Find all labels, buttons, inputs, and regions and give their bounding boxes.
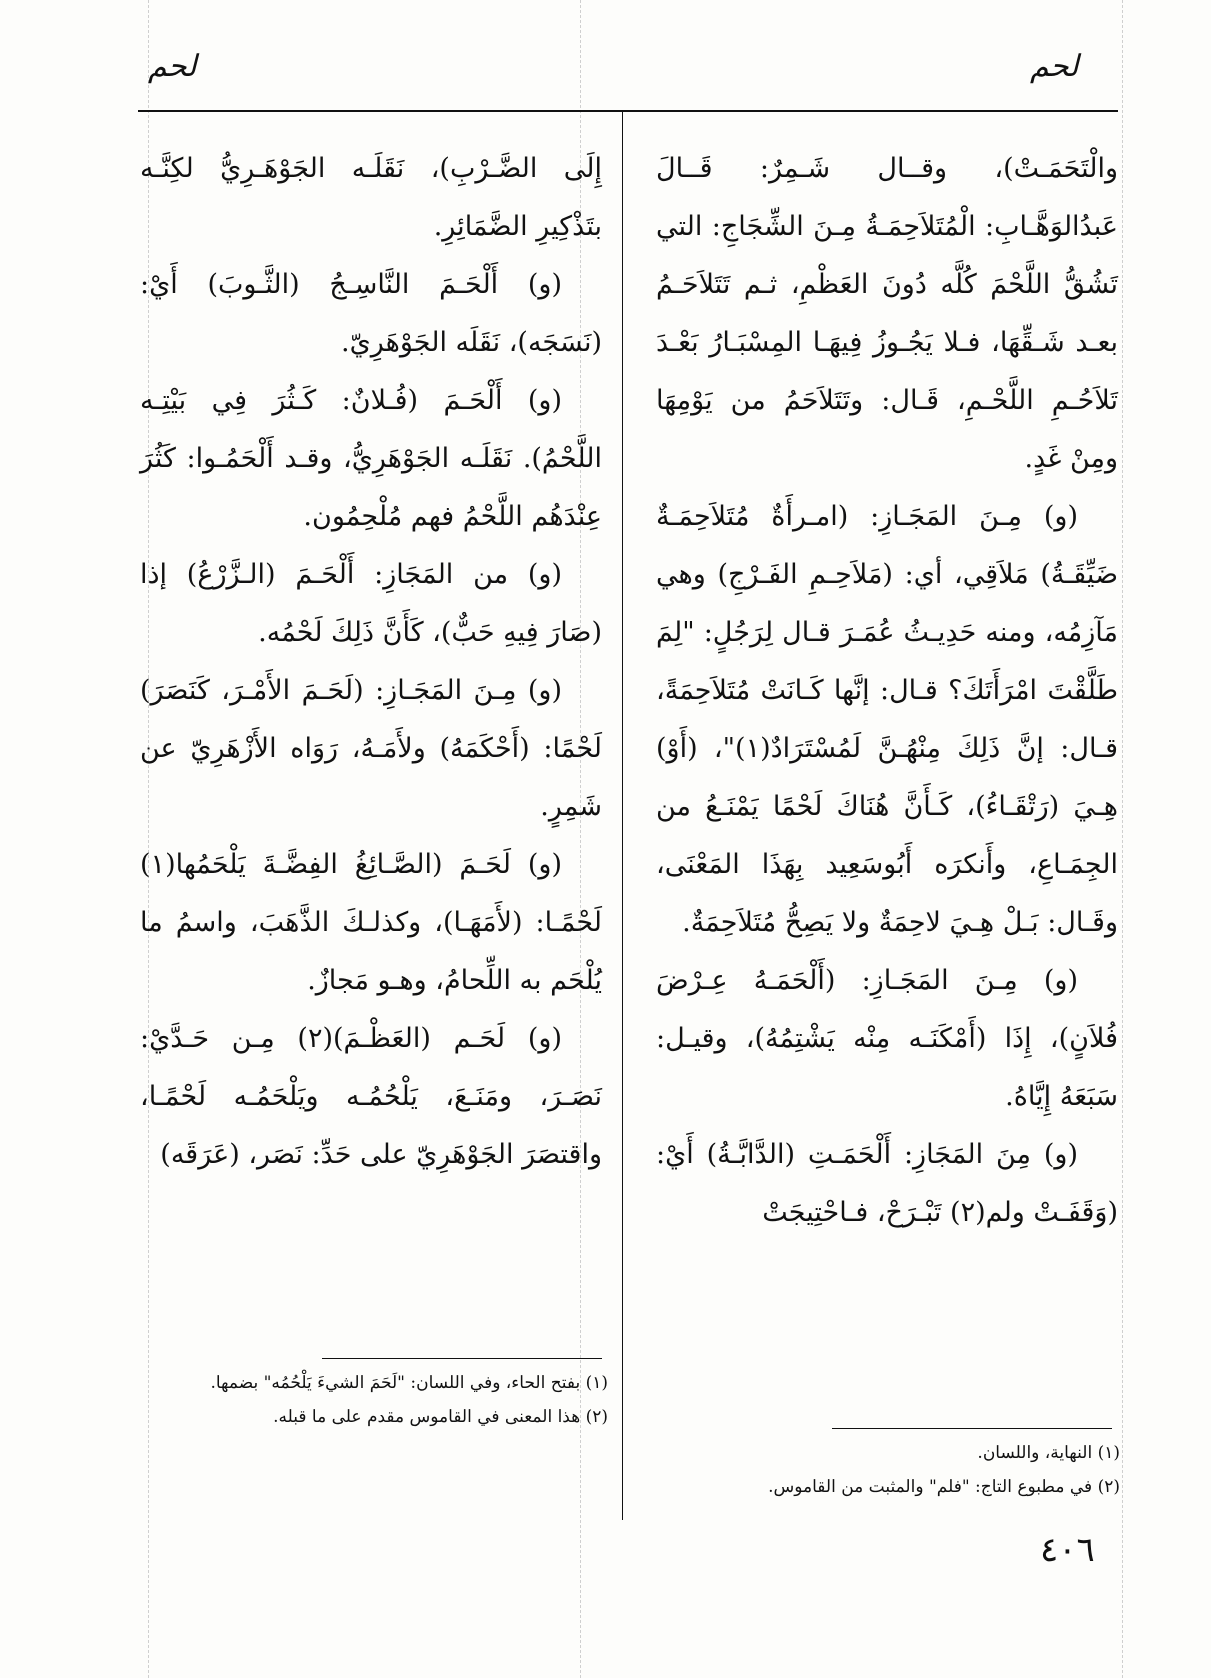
page-number: ٤٠٦ <box>1040 1530 1095 1570</box>
paragraph: (و) أَلْحَـمَ (فُـلانٌ: كَـثُرَ فِي بَيْتِـه اللَّحْمُ). نَقَلَـه الجَوْهَرِيُّ، وقـد أَلْحَمُـوا: كَثُرَ عِنْدَهُم اللَّحْمُ فهم مُلْحِمُون. <box>140 385 602 532</box>
paragraph: (و) مِـنَ المَجَـازِ: (امـرأَةٌ مُتَلاَحِمَـةٌ ضَيِّقَـةُ) مَلاَقِي، أي: (مَلاَحِـمِ الفَـرْجِ) وهي مَآزِمُه، ومنه حَدِيـثُ عُمَـرَ قـال لِرَجُلٍ: "لِمَ طَلَّقْتَ امْرَأَتَكَ؟ قـال: إنَّها كَـانَتْ مُتَلاَحِمَةً، قـال: إنَّ ذَلِكَ مِنْهُـنَّ لَمُسْتَرَادٌ(١)"، (أَوْ) هِـيَ (رَتْقَـاءُ)، كَـأَنَّ هُنَاكَ لَحْمًا يَمْنَـعُ من الجِمَـاعِ، وأَنكرَه أَبُوسَعِيد بِهَذَا المَعْنَى، وقَـال: بَـلْ هِـيَ لاحِمَةٌ ولا يَصِحُّ مُتَلاَحِمَةٌ. <box>656 501 1119 938</box>
left-column <box>140 140 602 1184</box>
right-column <box>656 140 1118 1242</box>
header-rule <box>138 110 1118 112</box>
column-divider <box>622 110 623 1520</box>
fold-line-right <box>1122 0 1123 1678</box>
running-head-right: لحم <box>1030 49 1079 84</box>
paragraph: والْتَحَمَـتْ)، وقــال شَـمِرٌ: قَــالَ عَبدُالوَهَّـابِ: الْمُتَلاَحِمَـةُ مِـنَ الشِّجَاجِ: التي تَشُقُّ اللَّحْمَ كُلَّه دُونَ العَظْمِ، ثـم تَتَلاَحَـمُ بعـد شَـقِّهَا، فـلا يَجُـوزُ فِيهَـا المِسْبَـارُ بَعْـدَ تَلاَحُـمِ اللَّحْـمِ، قَـال: وتَتَلاَحَمُ من يَوْمِهَا ومِنْ غَدٍ. <box>656 153 1118 474</box>
paragraph: (و) لَحَـم (العَظْـمَ)(٢) مِـن حَـدَّيْ: نَصَـرَ، ومَنَـعَ، يَلْحُمُـه ويَلْحَمُـه لَحْمًـا، واقتصَرَ الجَوْهَرِيّ على حَدِّ: نَصَر، (عَرَقَه) <box>140 1023 602 1170</box>
paragraph: (و) مِنَ المَجَازِ: أَلْحَمَـتِ (الدَّابَّـةُ) أَيْ: (وَقَفَـتْ ولم(٢) تَبْـرَحْ، فـاحْتِيجَتْ <box>656 1139 1118 1228</box>
footnote-rule-right <box>832 1428 1112 1429</box>
footnote: (٢) هذا المعنى في القاموس مقدم على ما قبله. <box>273 1407 608 1427</box>
footnote-rule-left <box>322 1358 602 1359</box>
footnote: (١) بفتح الحاء، وفي اللسان: "لَحَمَ الشيءَ يَلْحُمُه" بضمها. <box>210 1373 608 1393</box>
footnote: (٢) في مطبوع التاج: "فلم" والمثبت من القاموس. <box>768 1477 1120 1497</box>
paragraph: إِلَى الضَّـرْبِ)، نَقَلَـه الجَوْهَـرِيُّ لكِنَّـه بتَذْكِيرِ الضَّمَائِرِ. <box>140 153 602 242</box>
paragraph: (و) من المَجَازِ: أَلْحَـمَ (الـزَّرْعُ) إذا (صَارَ فِيهِ حَبٌّ)، كَأَنَّ ذَلِكَ لَحْمُه. <box>140 559 602 648</box>
paragraph: (و) أَلْحَـمَ النَّاسِـجُ (الثَّـوبَ) أَيْ: (نَسَجَه)، نَقَلَه الجَوْهَرِيّ. <box>140 269 602 358</box>
footnote: (١) النهاية، واللسان. <box>977 1443 1120 1463</box>
paragraph: (و) مِـنَ المَجَـازِ: (لَحَـمَ الأَمْـرَ، كَنَصَرَ) لَحْمًا: (أَحْكَمَهُ) ولأَمَـهُ، رَوَاه الأَزْهَرِيّ عن شَمِرٍ. <box>140 675 602 822</box>
running-head-left: لحم <box>148 49 197 84</box>
footnotes-right <box>650 1436 1120 1504</box>
footnotes-left <box>138 1366 608 1434</box>
paragraph: (و) مِـنَ المَجَـازِ: (أَلْحَمَـهُ عِـرْضَ فُلاَنٍ)، إِذَا (أَمْكَنَـه مِنْه يَشْتِمُهُ)، وقيـل: سَبَعَهُ إِيَّاهُ. <box>656 965 1118 1112</box>
paragraph: (و) لَحَـمَ (الصَّـائِغُ الفِضَّـةَ يَلْحَمُها(١) لَحْمًـا: (لأَمَهَـا)، وكذلـكَ الذَّهَبَ، واسمُ ما يُلْحَم به اللِّحامُ، وهـو مَجازٌ. <box>140 849 602 996</box>
